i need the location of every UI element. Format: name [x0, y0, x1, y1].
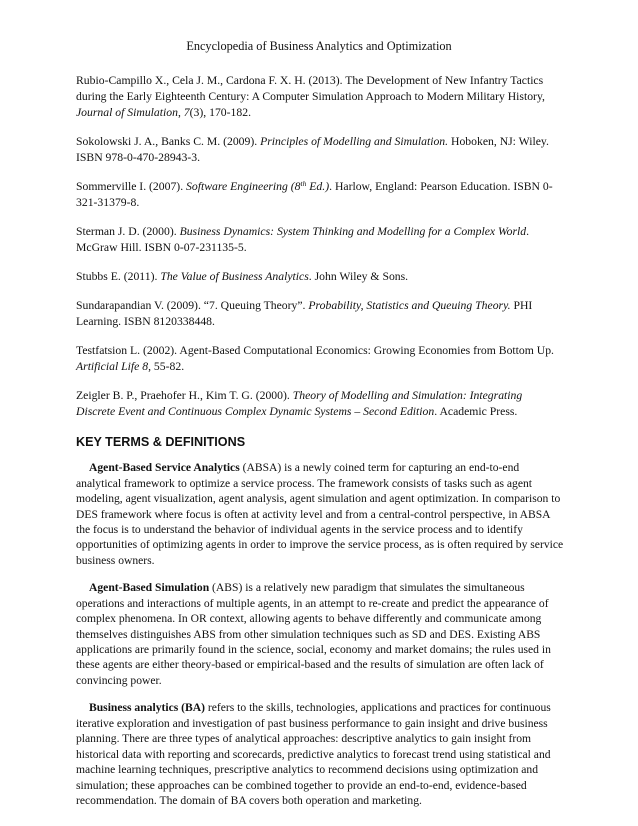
term-definition [76, 580, 564, 688]
term-name: Agent-Based Service Analytics [89, 461, 240, 475]
term-definition [76, 460, 564, 568]
reference-entry: Sokolowski J. A., Banks C. M. (2009). Principles of Modelling and Simulation. Hoboken, NJ: Wiley. ISBN 978-0-470-28943-3. [76, 135, 549, 165]
definition-text: refers to the skills, technologies, applications and practices for continuous iterative exploration and investigation of past business performance to gain insight and drive business planning. There are three types of analytical approaches: descriptive analytics to gain insight from historical data with reporting and scorecards, predictive analytics to forecast trend using statistical and machine learning techniques, prescriptive analytics to recommend decisions using optimization and simulation; these approaches can be combined together to provide an end-to-end, evidence-based recommendation. The domain of BA covers both operation and marketing. [76, 701, 551, 807]
reference-entry: Sommerville I. (2007). Software Engineering (8th Ed.). Harlow, England: Pearson Education. ISBN 0-321-31379-8. [76, 179, 553, 210]
reference-entry: Sterman J. D. (2000). Business Dynamics: System Thinking and Modelling for a Complex World. McGraw Hill. ISBN 0-07-231135-5. [76, 225, 530, 255]
edition-superscript: th [300, 179, 307, 189]
book-title: Software Engineering (8th Ed.) [186, 179, 330, 194]
reference-entry: Zeigler B. P., Praehofer H., Kim T. G. (2000). Theory of Modelling and Simulation: Integrating Discrete Event and Continuous Complex Dynamic Systems – Second Edition. Academic Press. [76, 389, 523, 419]
definition-text: (ABS) is a relatively new paradigm that simulates the simultaneous operations and interactions of multiple agents, in an attempt to re-create and predict the appearance of complex phenomena. In OR context, allowing agents to behave differently and communicate among themselves distinguishes ABS from other simulation techniques such as SD and DES. Existing ABS applications are primarily found in the science, social, economy and market domains; the rules used in these agents are either theory-based or empirical-based and the results of simulation are often lack of convincing power. [76, 581, 551, 687]
key-terms-list [76, 460, 564, 808]
reference-entry: Stubbs E. (2011). The Value of Business Analytics. John Wiley & Sons. [76, 270, 409, 284]
reference-list [76, 73, 564, 420]
definition-text: (ABSA) is a newly coined term for capturing an end-to-end analytical framework to optimize a service process. The framework consists of tasks such as agent modeling, agent visualization, agent analysis, agent simulation and agent optimization. In comparison to DES framework where focus is often at activity level and from a central-control perspective, in ABSA the focus is to understand the behavior of individual agents in the service process and to identify opportunities of optimizing agents in order to improve the service process, as is often required by service business owners. [76, 461, 564, 567]
reference-entry: Rubio-Campillo X., Cela J. M., Cardona F. X. H. (2013). The Development of New Infantry Tactics during the Early Eighteenth Century: A Computer Simulation Approach to Modern Military History, Journal of Simulation, 7(3), 170-182. [76, 74, 545, 120]
book-title: Theory of Modelling and Simulation: Integrating Discrete Event and Continuous Complex Dynamic Systems – Second Edition [76, 389, 523, 419]
journal-title: Journal of Simulation [76, 106, 178, 120]
term-name: Business analytics (BA) [89, 701, 205, 715]
running-header: Encyclopedia of Business Analytics and Optimization [186, 39, 452, 53]
reference-entry: Sundarapandian V. (2009). “7. Queuing Theory”. Probability, Statistics and Queuing Theory. PHI Learning. ISBN 8120338448. [76, 299, 533, 329]
book-title: Probability, Statistics and Queuing Theory. [308, 299, 511, 312]
page-content [76, 73, 564, 821]
journal-title: Artificial Life 8 [76, 360, 149, 374]
journal-volume: 7 [183, 106, 190, 120]
term-definition [76, 700, 564, 808]
book-title: Business Dynamics: System Thinking and Modelling for a Complex World [179, 225, 527, 239]
book-title: The Value of Business Analytics [160, 270, 309, 284]
term-name: Agent-Based Simulation [89, 581, 210, 595]
reference-entry: Testfatsion L. (2002). Agent-Based Computational Economics: Growing Economies from Bottom Up. Artificial Life 8, 55-82. [76, 344, 554, 374]
key-terms-heading: KEY TERMS & DEFINITIONS [76, 435, 246, 450]
book-title: Principles of Modelling and Simulation. [260, 135, 449, 149]
